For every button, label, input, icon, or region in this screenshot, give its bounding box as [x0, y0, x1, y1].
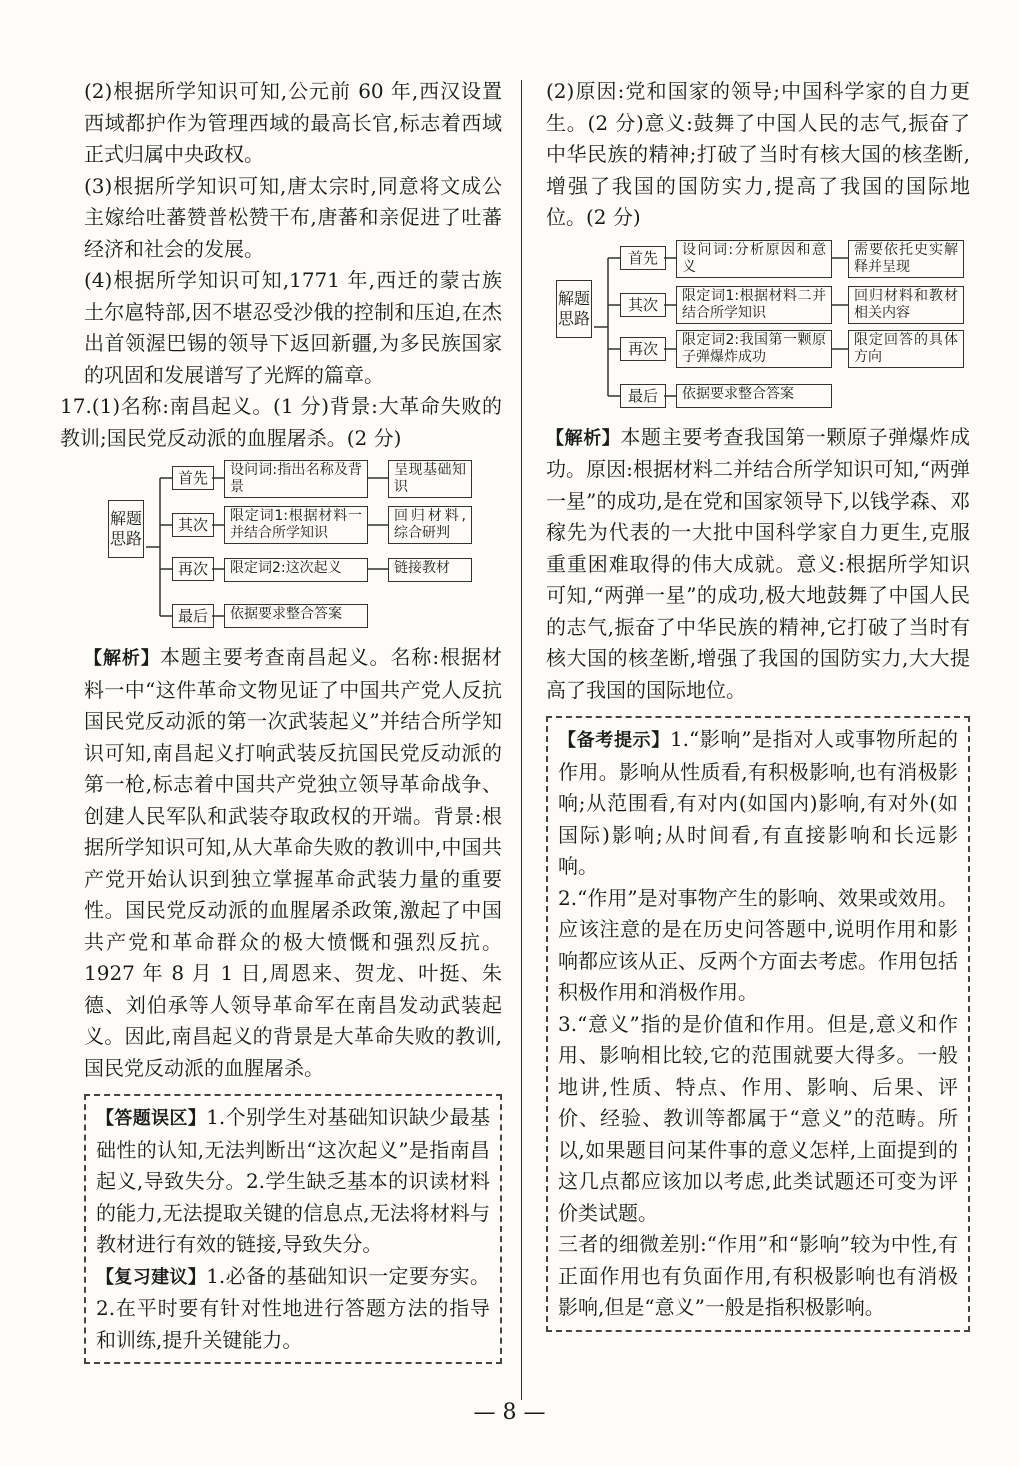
- mindmap-step-last: 最后: [172, 604, 214, 628]
- mindmap-root: 解题思路: [556, 280, 592, 338]
- mindmap-mid-1: 设问词:分析原因和意义: [676, 240, 832, 278]
- right-column: [546, 76, 970, 1332]
- mistake-and-review-box: [84, 1094, 502, 1364]
- tip-tag: 【备考提示】: [558, 730, 670, 751]
- exam-tip-box: [546, 716, 970, 1332]
- page-number: — 8 —: [473, 1400, 546, 1425]
- mindmap-mid-3: 限定词2:我国第一颗原子弹爆炸成功: [676, 330, 832, 368]
- mindmap-mid-1: 设问词:指出名称及背景: [224, 460, 368, 498]
- mindmap-mid-2: 限定词1:根据材料一并结合所学知识: [224, 506, 368, 544]
- tip-4: 三者的细微差别:“作用”和“影响”较为中性,有正面作用也有负面作用,有积极影响也有消极影响,但是“意义”一般是指积极影响。: [558, 1232, 958, 1319]
- answer-17-2: (2)原因:党和国家的领导;中国科学家的自力更生。(2 分)意义:鼓舞了中国人民的志气,振奋了中华民族的精神;打破了当时有核大国的核垄断,增强了我国的国防实力,提高了我国的国际地位。(2 分): [546, 79, 970, 229]
- analysis-17-2: [546, 422, 970, 707]
- column-divider: [521, 80, 522, 1400]
- solution-mindmap-right: [556, 238, 970, 416]
- mindmap-right-1: 呈现基础知识: [388, 460, 472, 498]
- mindmap-right-2: 回归材料,综合研判: [388, 506, 472, 544]
- mindmap-right-3: 链接教材: [388, 558, 472, 582]
- analysis-text: 本题主要考查南昌起义。名称:根据材料一中“这件革命文物见证了中国共产党人反抗国民党反动派的第一次武装起义”并结合所学知识可知,南昌起义打响武装反抗国民党反动派的第一枪,标志着中国共产党独立领导革命战争、创建人民军队和武装夺取政权的开端。背景:根据所学知识可知,从大革命失败的教训中,中国共产党开始认识到独立掌握革命武装力量的重要性。国民党反动派的血腥屠杀政策,激起了中国共产党和革命群众的极大愤慨和强烈反抗。1927 年 8 月 1 日,周恩来、贺龙、叶挺、朱德、刘伯承等人领导革命军在南昌发动武装起义。因此,南昌起义的背景是大革命失败的教训,国民党反动派的血腥屠杀。: [84, 645, 502, 1080]
- review-note: [96, 1261, 490, 1357]
- mindmap-mid-2: 限定词1:根据材料二并结合所学知识: [676, 286, 832, 324]
- mindmap-right-3: 限定回答的具体方向: [848, 330, 964, 368]
- left-column: [60, 76, 502, 1364]
- mindmap-root: 解题思路: [108, 500, 144, 558]
- mindmap-right-2: 回归材料和教材相关内容: [848, 286, 964, 324]
- answer-16-3: (3)根据所学知识可知,唐太宗时,同意将文成公主嫁给吐蕃赞普松赞干布,唐蕃和亲促进了吐蕃经济和社会的发展。: [84, 173, 502, 261]
- mindmap-step-second: 其次: [172, 513, 214, 537]
- mistake-text: 1.个别学生对基础知识缺少最基础性的认知,无法判断出“这次起义”是指南昌起义,导致失分。2.学生缺乏基本的识读材料的能力,无法提取关键的信息点,无法将材料与教材进行有效的链接,导致失分。: [96, 1105, 490, 1256]
- analysis-text: 本题主要考查我国第一颗原子弹爆炸成功。原因:根据材料二并结合所学知识可知,“两弹一星”的成功,是在党和国家领导下,以钱学森、邓稼先为代表的一大批中国科学家自力更生,克服重重困难取得的伟大成就。意义:根据所学知识可知,“两弹一星”的成功,极大地鼓舞了中国人民的志气,振奋了中华民族的精神,它打破了当时有核大国的核垄断,增强了我国的国防实力,大大提高了我国的国际地位。: [546, 424, 971, 702]
- review-tag: 【复习建议】: [96, 1266, 207, 1288]
- mindmap-step-third: 再次: [172, 557, 214, 581]
- mindmap-mid-4: 依据要求整合答案: [224, 604, 368, 628]
- tip-1: [558, 724, 958, 883]
- mistake-tag: 【答题误区】: [96, 1108, 207, 1129]
- analysis-tag: 【解析】: [84, 648, 160, 669]
- mindmap-step-first: 首先: [172, 466, 214, 490]
- mindmap-step-second: 其次: [620, 293, 666, 317]
- mindmap-step-third: 再次: [620, 337, 666, 361]
- mindmap-step-first: 首先: [620, 246, 666, 270]
- tip-3: 3.“意义”指的是价值和作用。但是,意义和作用、影响相比较,它的范围就要大得多。一般地讲,性质、特点、作用、影响、后果、评价、经验、教训等都属于“意义”的范畴。所以,如果题目问某件事的意义怎样,上面提到的这几点都应该加以考虑,此类试题还可变为评价类试题。: [558, 1011, 958, 1225]
- answer-17-1: 17.(1)名称:南昌起义。(1 分)背景:大革命失败的教训;国民党反动派的血腥屠杀。(2 分): [60, 394, 502, 450]
- mistake-note: [96, 1102, 490, 1261]
- tip-2: 2.“作用”是对事物产生的影响、效果或效用。应该注意的是在历史问答题中,说明作用和影响都应该从正、反两个方面去考虑。作用包括积极作用和消极作用。: [558, 885, 958, 1004]
- answer-16-4: (4)根据所学知识可知,1771 年,西迁的蒙古族土尔扈特部,因不堪忍受沙俄的控制和压迫,在杰出首领渥巴锡的领导下返回新疆,为多民族国家的巩固和发展谱写了光辉的篇章。: [84, 268, 502, 387]
- analysis-tag: 【解析】: [546, 427, 621, 449]
- analysis-17: [84, 642, 502, 1084]
- mindmap-mid-4: 依据要求整合答案: [676, 384, 832, 408]
- tip-1-text: 1.“影响”是指对人或事物所起的作用。影响从性质看,有积极影响,也有消极影响;从范围看,有对内(如国内)影响,有对外(如国际)影响;从时间看,有直接影响和长远影响。: [558, 727, 958, 878]
- mindmap-step-last: 最后: [620, 384, 666, 408]
- mindmap-mid-3: 限定词2:这次起义: [224, 558, 368, 582]
- mindmap-right-1: 需要依托史实解释并呈现: [848, 240, 964, 278]
- solution-mindmap-left: [108, 458, 502, 636]
- review-text: 1.必备的基础知识一定要夯实。2.在平时要有针对性地进行答题方法的指导和训练,提升关键能力。: [96, 1263, 490, 1352]
- answer-16-2: (2)根据所学知识可知,公元前 60 年,西汉设置西域都护作为管理西域的最高长官,标志着西域正式归属中央政权。: [84, 79, 502, 166]
